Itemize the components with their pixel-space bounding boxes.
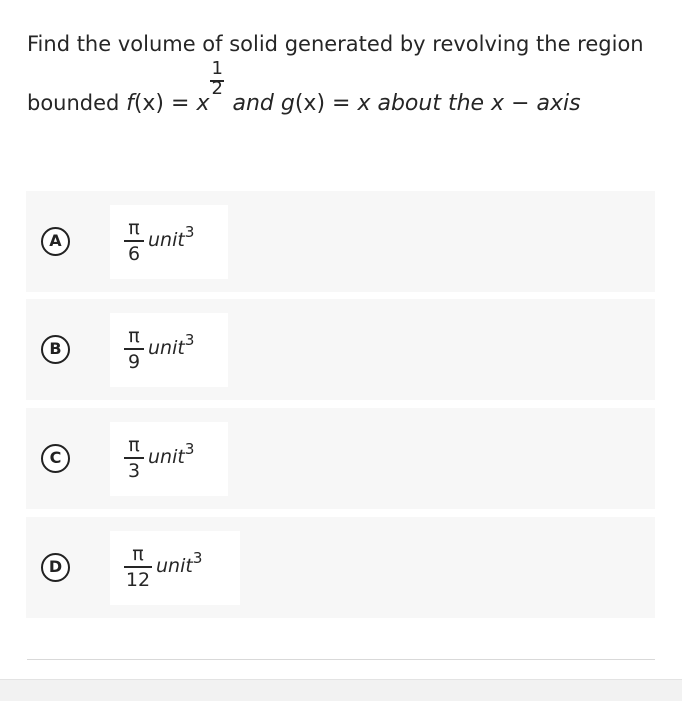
fraction	[124, 543, 152, 591]
question-line-1: Find the volume of solid generated by revolving the region	[27, 32, 644, 56]
equals-sign: =	[171, 91, 190, 116]
fraction-numerator: π	[132, 543, 144, 565]
answer-expression[interactable]	[110, 313, 228, 387]
unit-exponent: 3	[184, 440, 195, 458]
exponent-fraction	[209, 58, 225, 110]
unit-exponent: 3	[184, 331, 195, 349]
unit-text: unit	[148, 229, 185, 251]
fraction-bar	[124, 240, 144, 242]
answer-expression[interactable]	[110, 205, 228, 279]
bottom-divider	[27, 659, 655, 660]
fraction-numerator: π	[128, 325, 140, 347]
fraction-denominator: 12	[125, 568, 151, 591]
unit-exponent: 3	[184, 223, 195, 241]
power-base: x	[196, 91, 210, 116]
g-symbol: g	[280, 91, 295, 116]
answer-expression[interactable]	[110, 422, 228, 496]
unit-label	[148, 440, 195, 468]
fraction	[124, 434, 144, 482]
option-letter-badge[interactable]: D	[41, 553, 70, 582]
g-right-side: = x	[332, 91, 371, 116]
exponent-denominator: 2	[211, 78, 223, 99]
fraction-bar	[124, 457, 144, 459]
answer-option-b[interactable]	[26, 299, 655, 400]
unit-label	[148, 223, 195, 251]
unit-text: unit	[148, 446, 185, 468]
axis-phrase: about the x − axis	[377, 91, 581, 116]
option-letter-badge[interactable]: B	[41, 335, 70, 364]
answer-expression[interactable]	[110, 531, 240, 605]
fraction-numerator: π	[128, 434, 140, 456]
answer-option-c[interactable]	[26, 408, 655, 509]
unit-text: unit	[148, 337, 185, 359]
footer-band	[0, 679, 682, 701]
fraction-numerator: π	[128, 217, 140, 239]
function-expression	[126, 58, 581, 116]
question-text	[27, 30, 667, 58]
fraction-bar	[124, 348, 144, 350]
answer-option-a[interactable]	[26, 191, 655, 292]
unit-label	[148, 331, 195, 359]
fraction-denominator: 9	[127, 350, 141, 373]
unit-text: unit	[156, 555, 193, 577]
unit-label	[156, 549, 203, 577]
fraction	[124, 325, 144, 373]
f-argument: (x)	[133, 91, 165, 116]
question-line-2	[27, 58, 581, 130]
option-letter-badge[interactable]: C	[41, 444, 70, 473]
option-letter-badge[interactable]: A	[41, 227, 70, 256]
answer-option-d[interactable]	[26, 517, 655, 618]
exponent-numerator: 1	[211, 58, 223, 79]
and-word: and	[232, 91, 274, 116]
fraction-denominator: 3	[127, 459, 141, 482]
fraction-denominator: 6	[127, 242, 141, 265]
question-bounded-word: bounded	[27, 91, 120, 115]
f-symbol: f	[126, 91, 134, 116]
unit-exponent: 3	[192, 549, 203, 567]
fraction	[124, 217, 144, 265]
fraction-bar	[124, 566, 152, 568]
g-argument: (x)	[294, 91, 326, 116]
